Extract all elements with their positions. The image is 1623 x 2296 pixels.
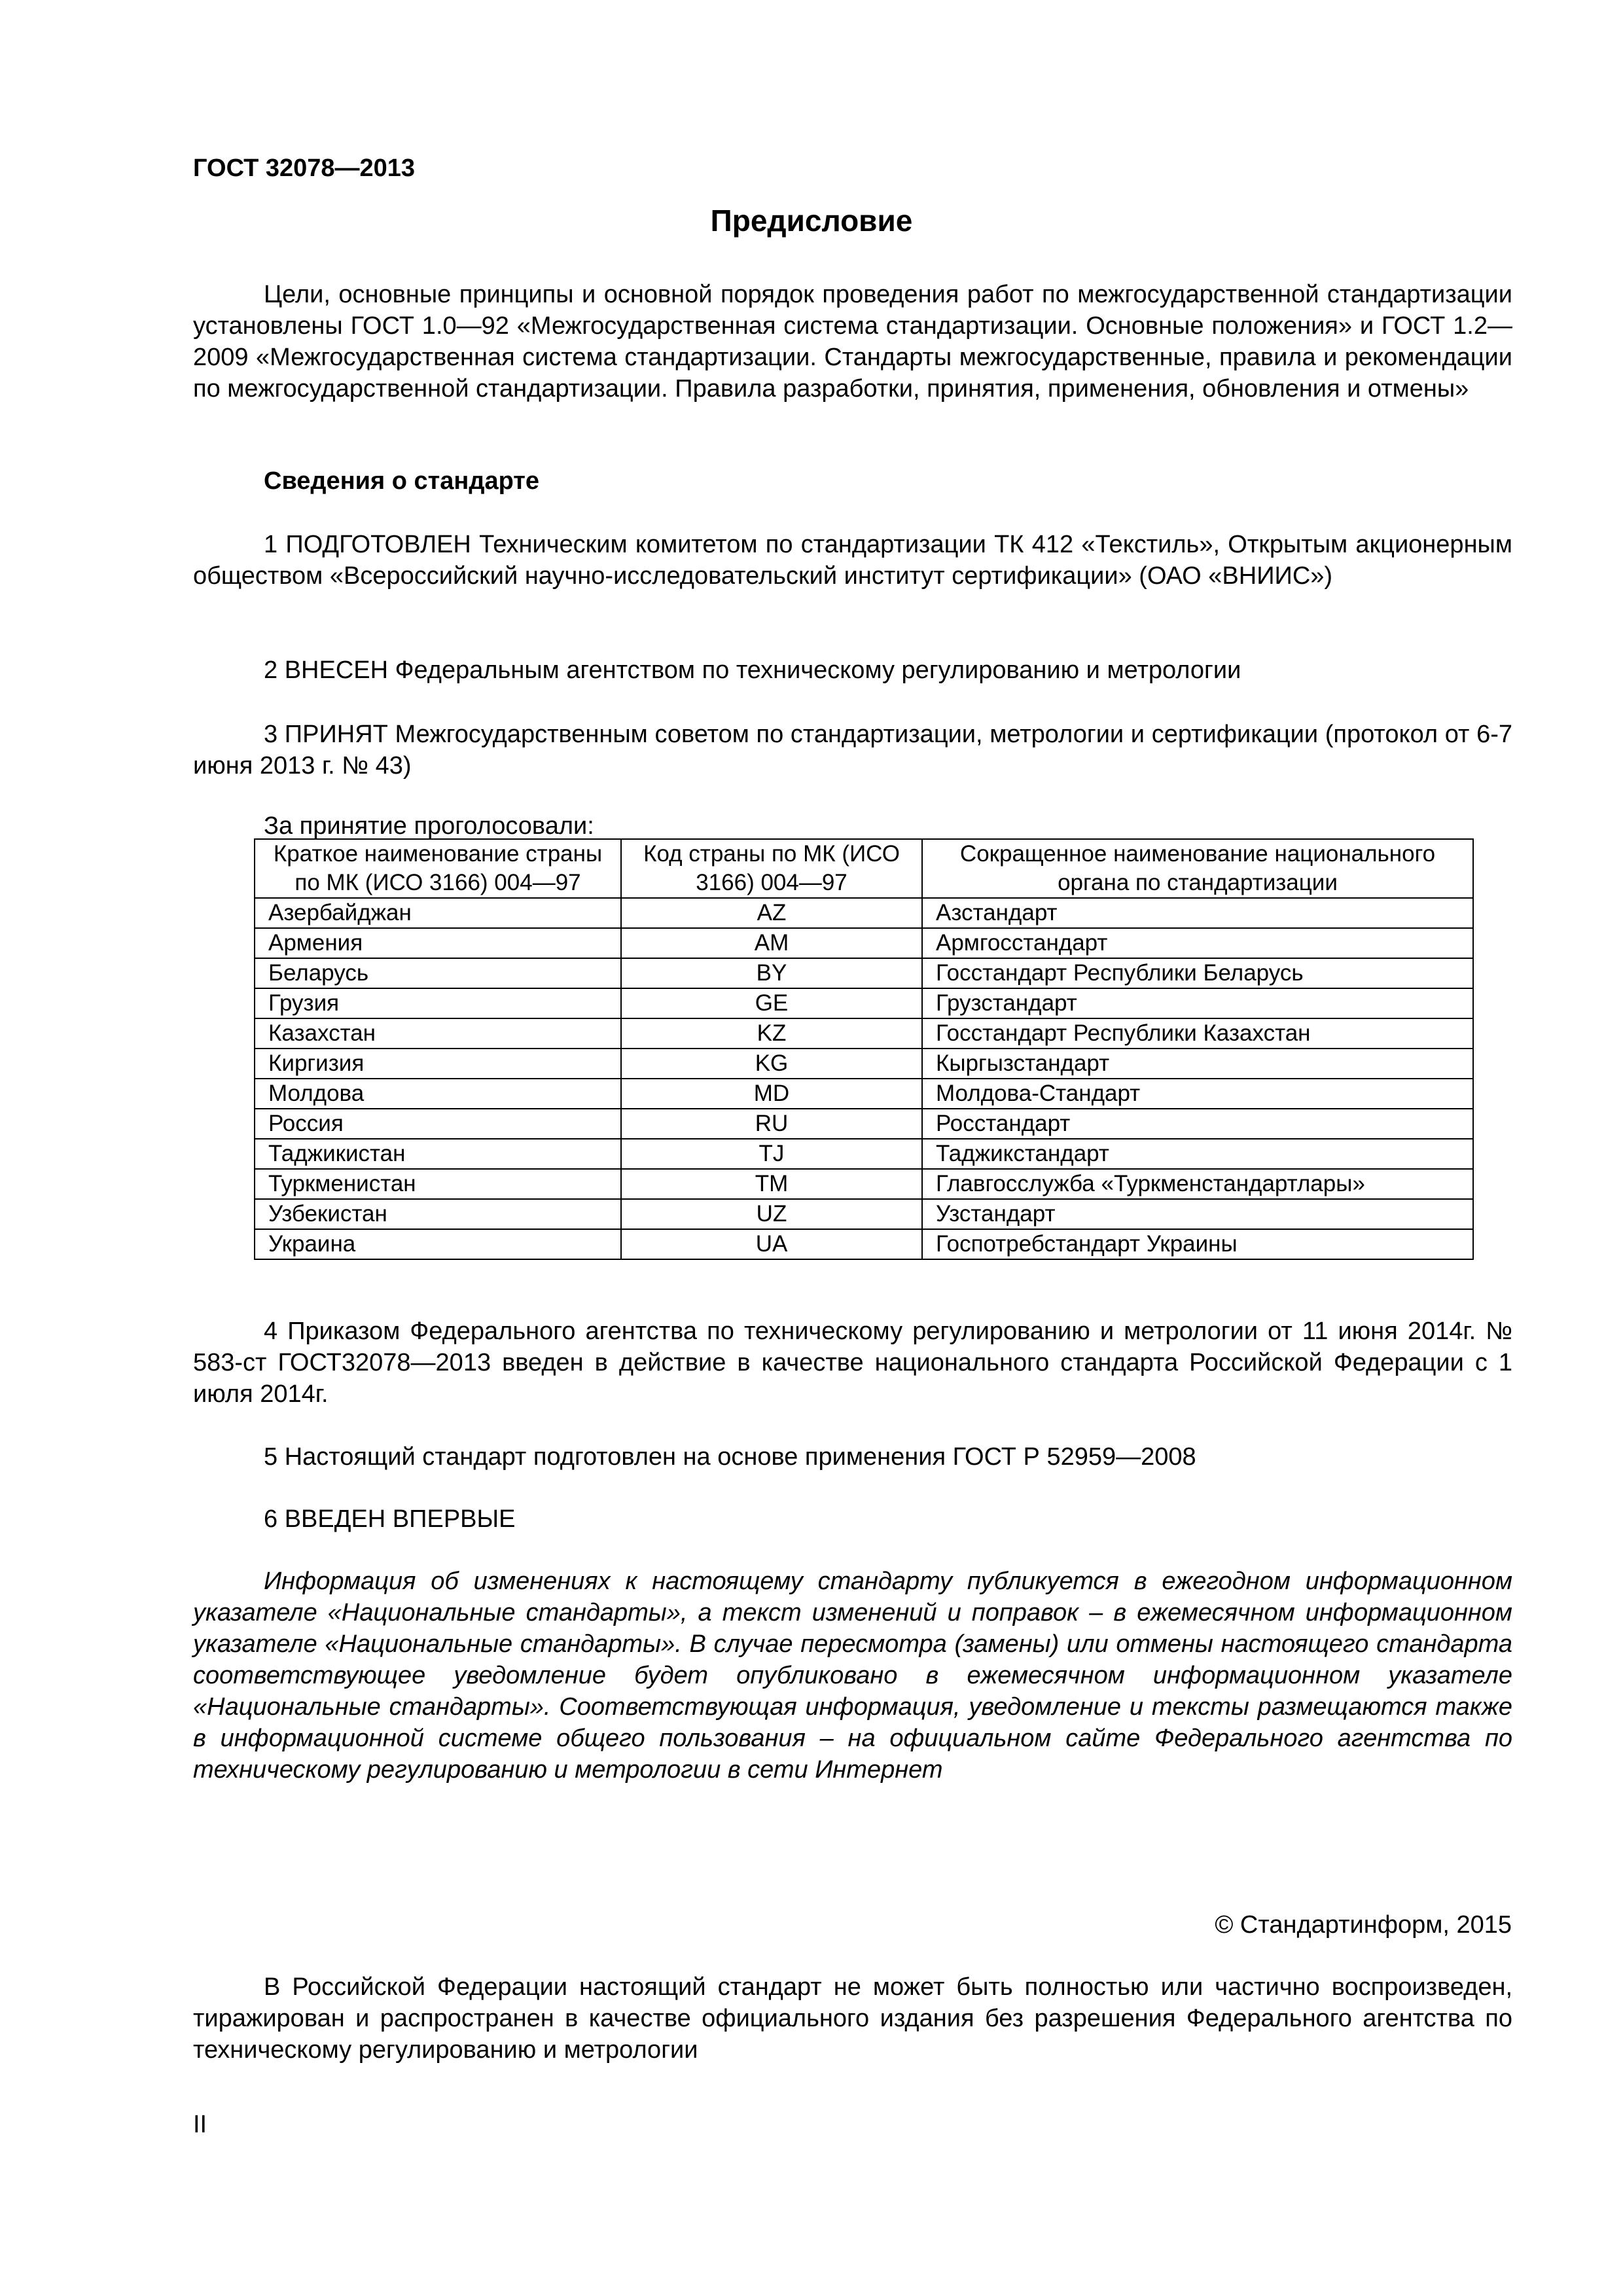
table-row: [255, 1229, 1473, 1259]
table-row: [255, 928, 1473, 958]
body-cell: Грузстандарт: [922, 988, 1473, 1018]
country-cell: Таджикистан: [255, 1139, 621, 1169]
body-cell: Азстандарт: [922, 898, 1473, 928]
votes-table: [254, 838, 1474, 1260]
table-row: [255, 988, 1473, 1018]
table-row: [255, 1169, 1473, 1199]
header-body: Сокращенное наименование национального органа по стандартизации: [922, 839, 1473, 898]
info-item-5: 5 Настоящий стандарт подготовлен на основе применения ГОСТ Р 52959—2008: [264, 1443, 1196, 1471]
code-cell: KZ: [621, 1018, 922, 1049]
country-cell: Беларусь: [255, 958, 621, 988]
code-cell: TM: [621, 1169, 922, 1199]
code-cell: BY: [621, 958, 922, 988]
table-row: [255, 1049, 1473, 1079]
info-item-4: 4 Приказом Федерального агентства по техническому регулированию и метрологии от 11 июня 2014г. № 583-ст ГОСТ32078—2013 введен в действие в качестве национального стандарта Российской Федерации с 1 июля 2014г.: [193, 1318, 1512, 1408]
code-cell: GE: [621, 988, 922, 1018]
info-item-6: 6 ВВЕДЕН ВПЕРВЫЕ: [264, 1505, 516, 1533]
copyright: © Стандартинформ, 2015: [1215, 1911, 1512, 1939]
code-cell: AZ: [621, 898, 922, 928]
table-row: [255, 1139, 1473, 1169]
code-cell: TJ: [621, 1139, 922, 1169]
body-cell: Молдова-Стандарт: [922, 1079, 1473, 1109]
intro-paragraph: Цели, основные принципы и основной порядок проведения работ по межгосударственной стандартизации установлены ГОСТ 1.0—92 «Межгосударственная система стандартизации. Основные положения» и ГОСТ 1.2—2009 «Межгосударственная система стандартизации. Стандарты межгосударственные, правила и рекомендации по межгосударственной стандартизации. Правила разработки, принятия, применения, обновления и отмены»: [193, 281, 1512, 403]
info-item-2: 2 ВНЕСЕН Федеральным агентством по техническому регулированию и метрологии: [264, 656, 1241, 684]
table-row: [255, 1109, 1473, 1139]
country-cell: Узбекистан: [255, 1199, 621, 1229]
country-cell: Грузия: [255, 988, 621, 1018]
header-country: Краткое наименование страны по МК (ИСО 3166) 004—97: [255, 839, 621, 898]
body-cell: Росстандарт: [922, 1109, 1473, 1139]
code-cell: RU: [621, 1109, 922, 1139]
body-cell: Таджикстандарт: [922, 1139, 1473, 1169]
table-row: [255, 1199, 1473, 1229]
table-row: [255, 1079, 1473, 1109]
table-row: [255, 958, 1473, 988]
body-cell: Узстандарт: [922, 1199, 1473, 1229]
country-cell: Туркменистан: [255, 1169, 621, 1199]
country-cell: Россия: [255, 1109, 621, 1139]
country-cell: Армения: [255, 928, 621, 958]
info-item-1: 1 ПОДГОТОВЛЕН Техническим комитетом по стандартизации ТК 412 «Текстиль», Открытым акционерным обществом «Всероссийский научно-исследовательский институт сертификации» (ОАО «ВНИИС»): [193, 531, 1512, 590]
country-cell: Азербайджан: [255, 898, 621, 928]
table-row: [255, 898, 1473, 928]
code-cell: MD: [621, 1079, 922, 1109]
document-code: ГОСТ 32078—2013: [193, 154, 416, 182]
changes-info-notice: Информация об изменениях к настоящему стандарту публикуется в ежегодном информационном указателе «Национальные стандарты», а текст изменений и поправок – в ежемесячном информационном указателе «Национальные стандарты». В случае пересмотра (замены) или отмены настоящего стандарта соответствующее уведомление будет опубликовано в ежемесячном информационном указателе «Национальные стандарты». Соответствующая информация, уведомление и тексты размещаются также в информационной системе общего пользования – на официальном сайте Федерального агентства по техническому регулированию и метрологии в сети Интернет: [193, 1568, 1512, 1784]
code-cell: AM: [621, 928, 922, 958]
body-cell: Армгосстандарт: [922, 928, 1473, 958]
info-item-3: 3 ПРИНЯТ Межгосударственным советом по стандартизации, метрологии и сертификации (протокол от 6-7 июня 2013 г. № 43): [193, 721, 1512, 780]
code-cell: KG: [621, 1049, 922, 1079]
body-cell: Госстандарт Республики Казахстан: [922, 1018, 1473, 1049]
country-cell: Молдова: [255, 1079, 621, 1109]
code-cell: UZ: [621, 1199, 922, 1229]
country-cell: Казахстан: [255, 1018, 621, 1049]
header-code: Код страны по МК (ИСО 3166) 004—97: [621, 839, 922, 898]
country-cell: Киргизия: [255, 1049, 621, 1079]
reproduction-notice: В Российской Федерации настоящий стандарт не может быть полностью или частично воспроизведен, тиражирован и распространен в качестве официального издания без разрешения Федерального агентства по техническому регулированию и метрологии: [193, 1973, 1512, 2064]
body-cell: Госпотребстандарт Украины: [922, 1229, 1473, 1259]
country-cell: Украина: [255, 1229, 621, 1259]
page-number: II: [193, 2111, 207, 2138]
body-cell: Госстандарт Республики Беларусь: [922, 958, 1473, 988]
table-header-row: [255, 839, 1473, 898]
table-row: [255, 1018, 1473, 1049]
section-heading: Сведения о стандарте: [264, 467, 540, 495]
vote-caption: За принятие проголосовали:: [264, 812, 594, 840]
page-title: Предисловие: [710, 204, 913, 238]
body-cell: Главгосслужба «Туркменстандартлары»: [922, 1169, 1473, 1199]
code-cell: UA: [621, 1229, 922, 1259]
body-cell: Кыргызстандарт: [922, 1049, 1473, 1079]
